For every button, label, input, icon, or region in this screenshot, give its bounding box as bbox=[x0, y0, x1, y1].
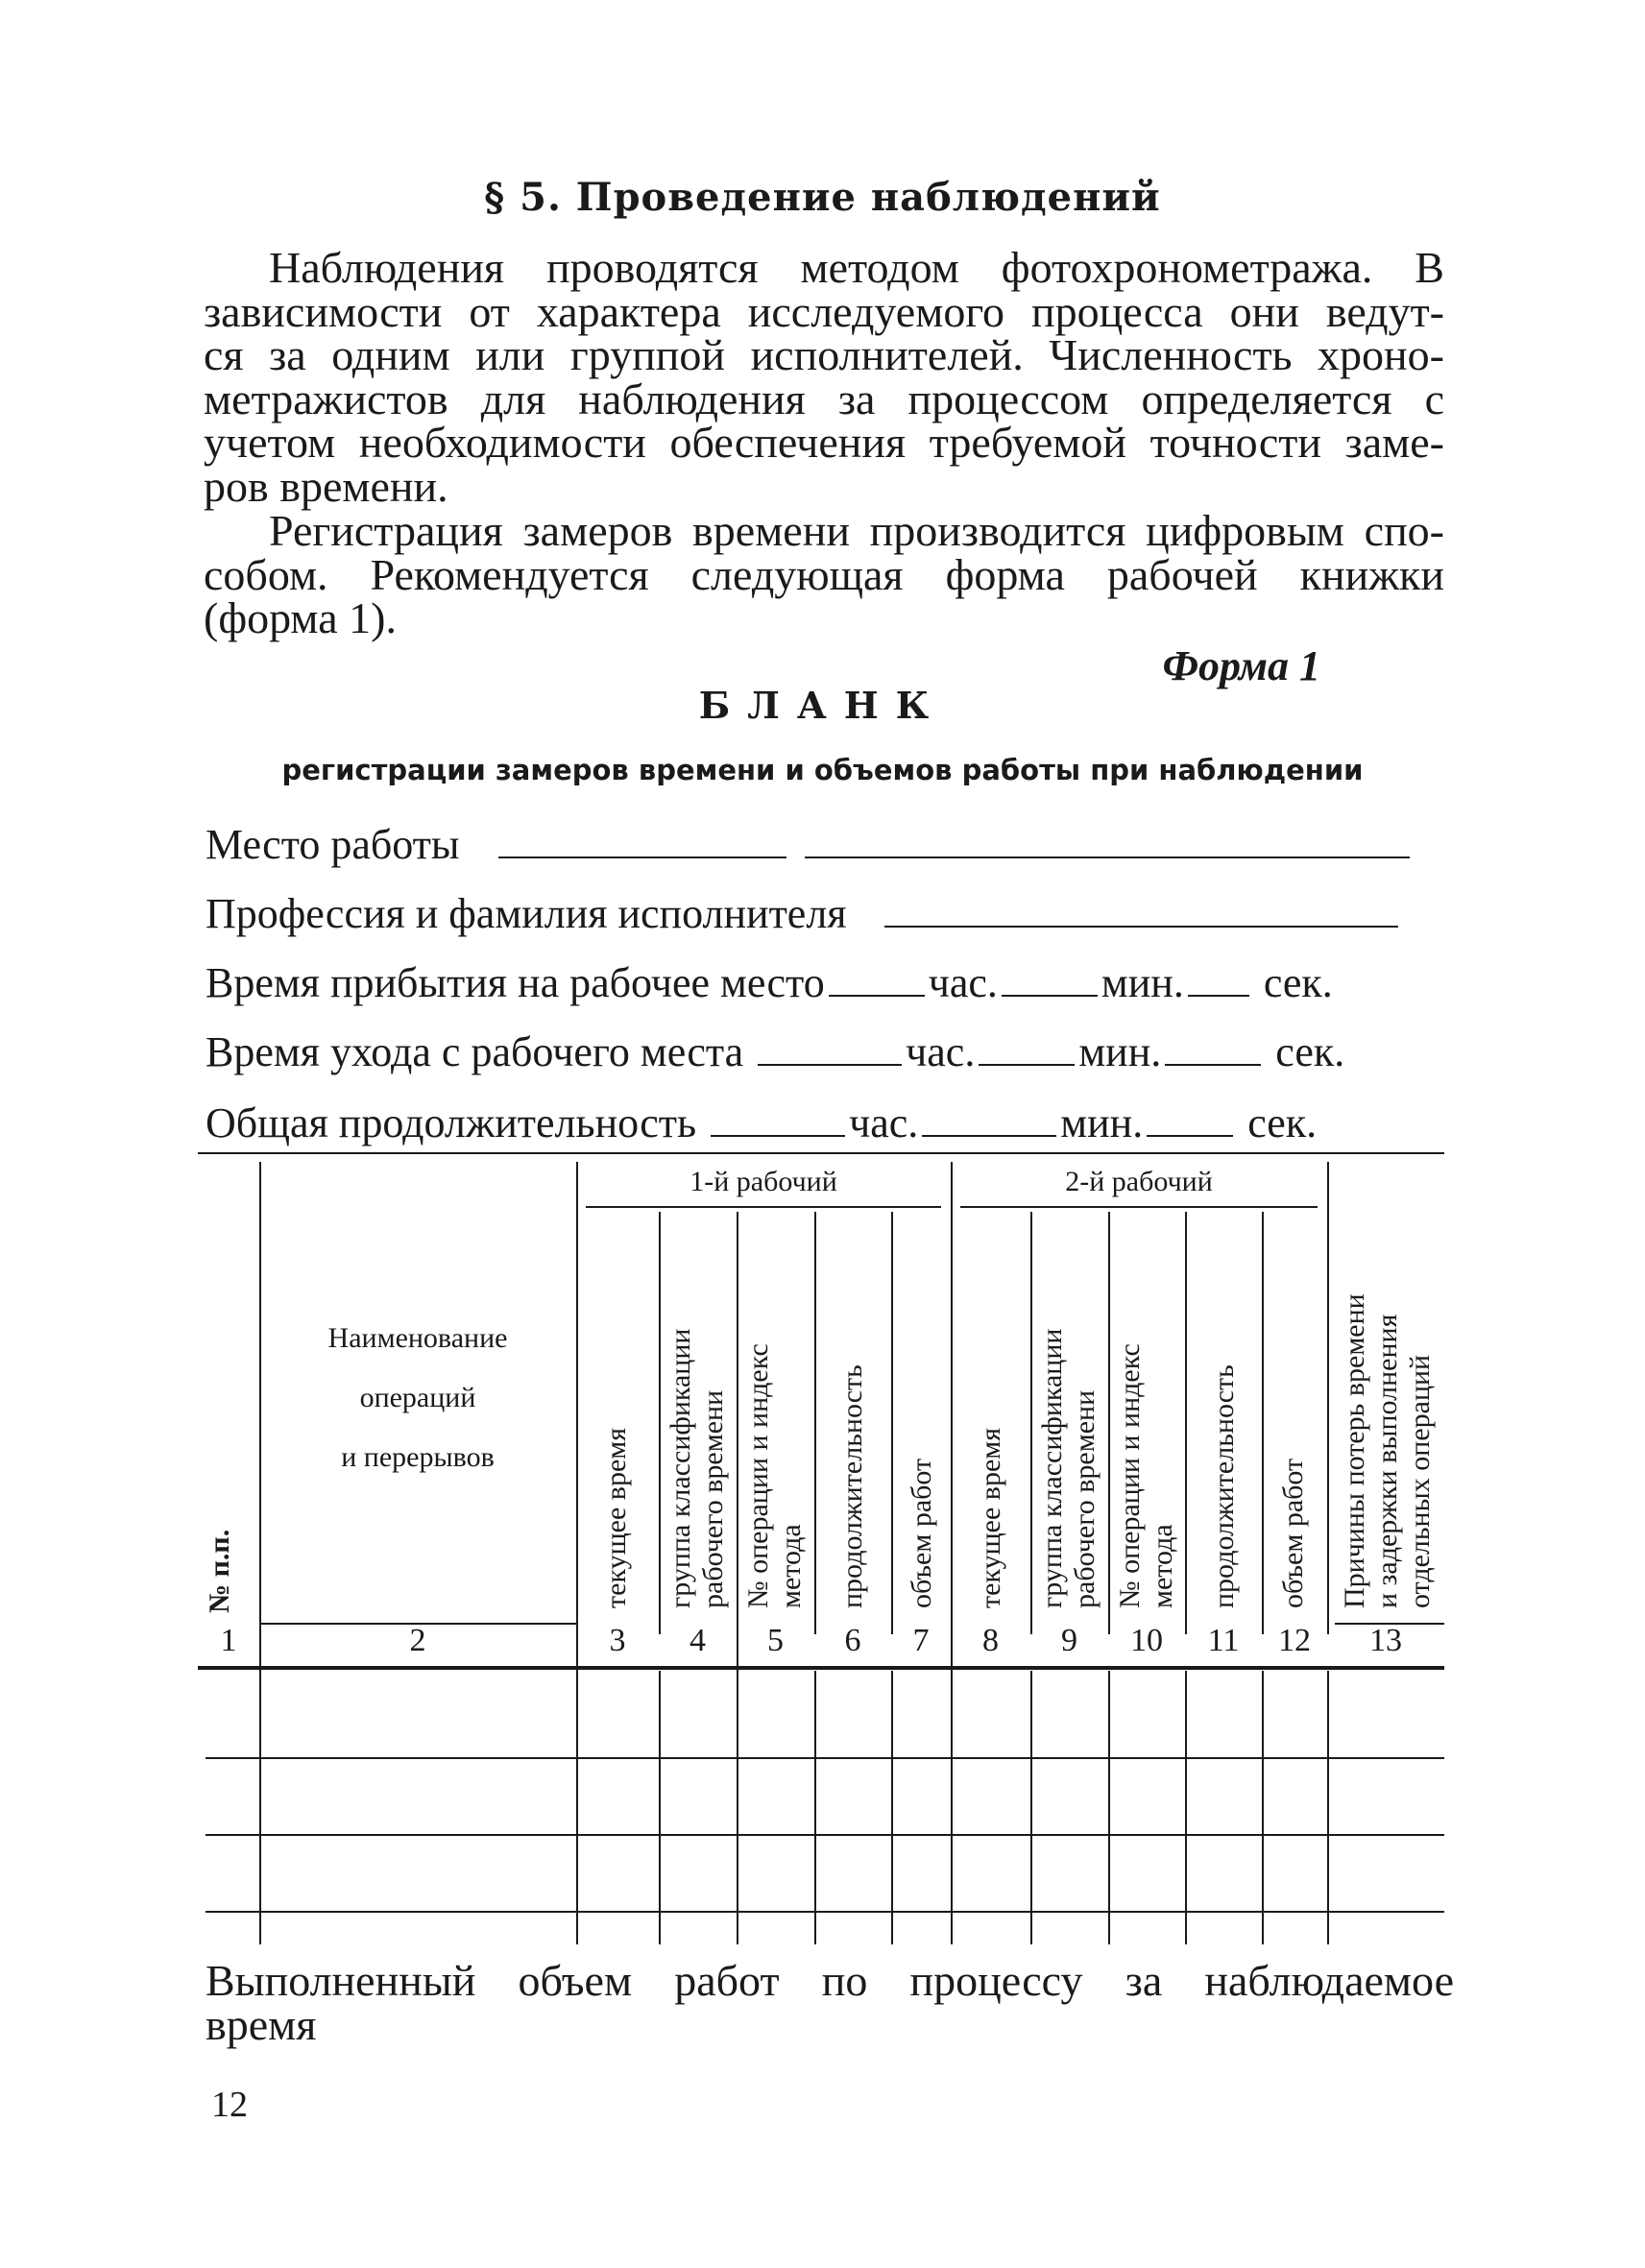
col-number: 1 bbox=[220, 1623, 237, 1658]
numbering-row-rule bbox=[198, 1666, 1444, 1670]
blank-title: БЛАНК bbox=[698, 684, 947, 727]
blank-minutes bbox=[1002, 956, 1098, 997]
col-divider bbox=[659, 1212, 661, 1634]
field-profession-label: Профессия и фамилия исполнителя bbox=[206, 890, 847, 937]
col-number: 12 bbox=[1278, 1623, 1311, 1658]
text-line: ся за одним или группой исполнителей. Численность хроно- bbox=[204, 330, 1444, 379]
blank-hours bbox=[758, 1025, 902, 1066]
name-column-header bbox=[259, 1309, 576, 1487]
col-divider bbox=[1327, 1671, 1329, 1944]
paragraph-registration bbox=[204, 506, 1444, 642]
unit-seconds: сек. bbox=[1275, 1028, 1345, 1075]
col-number: 10 bbox=[1130, 1623, 1163, 1658]
header-text: и перерывов bbox=[341, 1441, 495, 1473]
blank-minutes bbox=[922, 1097, 1056, 1137]
blank-subtitle: регистрации замеров времени и объемов работы при наблюдении bbox=[281, 754, 1364, 786]
col-number: 2 bbox=[409, 1623, 426, 1658]
col-divider bbox=[737, 1618, 738, 1944]
text-line: ров времени. bbox=[204, 461, 448, 511]
col-divider bbox=[814, 1212, 816, 1634]
form-label: Форма 1 bbox=[1162, 642, 1320, 689]
field-arrival-label: Время прибытия на рабочее место bbox=[206, 959, 825, 1006]
blank-seconds bbox=[1147, 1097, 1233, 1137]
col-number: 5 bbox=[767, 1623, 784, 1658]
page-number: 12 bbox=[211, 2085, 248, 2125]
header-text: № операции и индекс bbox=[742, 1343, 774, 1608]
header-duration-1: продолжительность bbox=[836, 1364, 868, 1608]
header-text: метода bbox=[775, 1524, 807, 1608]
text-line: зависимости от характера исследуемого процесса они ведут- bbox=[204, 286, 1444, 336]
text-line: Наблюдения проводятся методом фотохронометража. В bbox=[269, 243, 1444, 292]
col-number: 8 bbox=[982, 1623, 999, 1658]
field-total bbox=[206, 1097, 1446, 1146]
unit-hours: час. bbox=[849, 1099, 919, 1146]
col-num-header: № п.п. bbox=[204, 1529, 235, 1613]
header-text: группа классификации bbox=[1036, 1328, 1068, 1608]
header-group-2 bbox=[1036, 1329, 1101, 1608]
unit-minutes: мин. bbox=[1060, 1099, 1144, 1146]
header-text: метода bbox=[1147, 1524, 1178, 1608]
col-divider bbox=[576, 1618, 578, 1944]
col-number: 13 bbox=[1369, 1623, 1402, 1658]
col-number: 7 bbox=[912, 1623, 930, 1658]
col-divider bbox=[1185, 1212, 1187, 1634]
unit-minutes: мин. bbox=[1078, 1028, 1162, 1075]
header-text: № операции и индекс bbox=[1114, 1343, 1146, 1608]
header-opnum-2 bbox=[1114, 1343, 1179, 1608]
text-line: Регистрация замеров времени производится цифровым спо- bbox=[269, 506, 1444, 555]
text-line: метражистов для наблюдения за процессом определяется с bbox=[204, 374, 1444, 423]
section-title: § 5. Проведение наблюдений bbox=[484, 175, 1161, 220]
blank-seconds bbox=[1188, 956, 1249, 997]
col-number: 6 bbox=[844, 1623, 861, 1658]
header-text: группа классификации bbox=[665, 1328, 696, 1608]
field-departure-label: Время ухода с рабочего места bbox=[206, 1028, 744, 1075]
field-profession-line bbox=[884, 887, 1398, 928]
text-line: учетом необходимости обеспечения требуемой точности заме- bbox=[204, 418, 1444, 467]
unit-hours: час. bbox=[906, 1028, 976, 1075]
header-text: отдельных операций bbox=[1404, 1354, 1436, 1608]
col-divider bbox=[1327, 1162, 1329, 1634]
worker2-underline bbox=[960, 1206, 1318, 1208]
blank-hours bbox=[711, 1097, 845, 1137]
col-divider bbox=[1262, 1671, 1264, 1944]
field-place-line-2 bbox=[805, 818, 1410, 858]
header-opnum-1 bbox=[742, 1343, 808, 1608]
header-duration-2: продолжительность bbox=[1208, 1364, 1240, 1608]
header-text: рабочего времени bbox=[697, 1389, 729, 1608]
col-number: 11 bbox=[1207, 1623, 1240, 1658]
field-departure bbox=[206, 1025, 1446, 1075]
col-divider bbox=[737, 1212, 738, 1634]
field-profession bbox=[206, 887, 1446, 937]
header-volume-1: объем работ bbox=[906, 1458, 937, 1608]
worker2-header: 2-й рабочий bbox=[1065, 1166, 1213, 1197]
col-number: 4 bbox=[689, 1623, 706, 1658]
text-line: Выполненный объем работ по процессу за наблюдаемое bbox=[206, 1956, 1454, 2005]
completed-volume bbox=[206, 1956, 1454, 2049]
header-group-1 bbox=[665, 1329, 730, 1608]
unit-hours: час. bbox=[928, 959, 998, 1006]
header-text: Причины потерь времени bbox=[1339, 1293, 1370, 1608]
unit-seconds: сек. bbox=[1263, 959, 1333, 1006]
header-reasons bbox=[1339, 1293, 1437, 1608]
col-divider bbox=[891, 1212, 893, 1634]
worker1-header: 1-й рабочий bbox=[689, 1166, 837, 1197]
header-text: рабочего времени bbox=[1069, 1389, 1101, 1608]
header-text: и задержки выполнения bbox=[1371, 1314, 1403, 1608]
col-number: 9 bbox=[1061, 1623, 1077, 1658]
col-divider bbox=[1262, 1212, 1264, 1634]
col-divider bbox=[891, 1671, 893, 1944]
field-arrival bbox=[206, 956, 1446, 1006]
col-divider bbox=[259, 1618, 261, 1944]
paragraph-observations bbox=[204, 243, 1444, 511]
header-current-time-1: текущее время bbox=[600, 1427, 632, 1608]
col-divider bbox=[1108, 1212, 1110, 1634]
blank-minutes bbox=[979, 1025, 1075, 1066]
col-divider bbox=[814, 1671, 816, 1944]
table-top-rule bbox=[198, 1152, 1444, 1154]
field-place-line-1 bbox=[498, 818, 786, 858]
field-place bbox=[206, 818, 1446, 868]
header-text: Наименование bbox=[327, 1322, 508, 1354]
blank-hours bbox=[829, 956, 925, 997]
header-volume-2: объем работ bbox=[1277, 1458, 1309, 1608]
field-total-label: Общая продолжительность bbox=[206, 1099, 697, 1146]
col-divider bbox=[1030, 1671, 1032, 1944]
blank-seconds bbox=[1165, 1025, 1261, 1066]
worker1-underline bbox=[586, 1206, 941, 1208]
text-line: время bbox=[206, 1999, 317, 2049]
field-place-label: Место работы bbox=[206, 821, 460, 868]
col-divider bbox=[951, 1162, 953, 1634]
col-divider bbox=[659, 1671, 661, 1944]
text-line: (форма 1). bbox=[204, 593, 397, 642]
col-divider bbox=[1185, 1671, 1187, 1944]
header-text: операций bbox=[359, 1382, 476, 1413]
table-row bbox=[206, 1834, 1444, 1836]
col-divider bbox=[576, 1162, 578, 1634]
header-current-time-2: текущее время bbox=[975, 1427, 1006, 1608]
col-divider bbox=[1030, 1212, 1032, 1634]
unit-minutes: мин. bbox=[1101, 959, 1184, 1006]
table-row bbox=[206, 1911, 1444, 1913]
col-divider bbox=[1108, 1671, 1110, 1944]
col-number: 3 bbox=[609, 1623, 626, 1658]
unit-seconds: сек. bbox=[1247, 1099, 1318, 1146]
text-line: собом. Рекомендуется следующая форма рабочей книжки bbox=[204, 549, 1444, 599]
col-divider bbox=[951, 1618, 953, 1944]
table-row bbox=[206, 1757, 1444, 1759]
